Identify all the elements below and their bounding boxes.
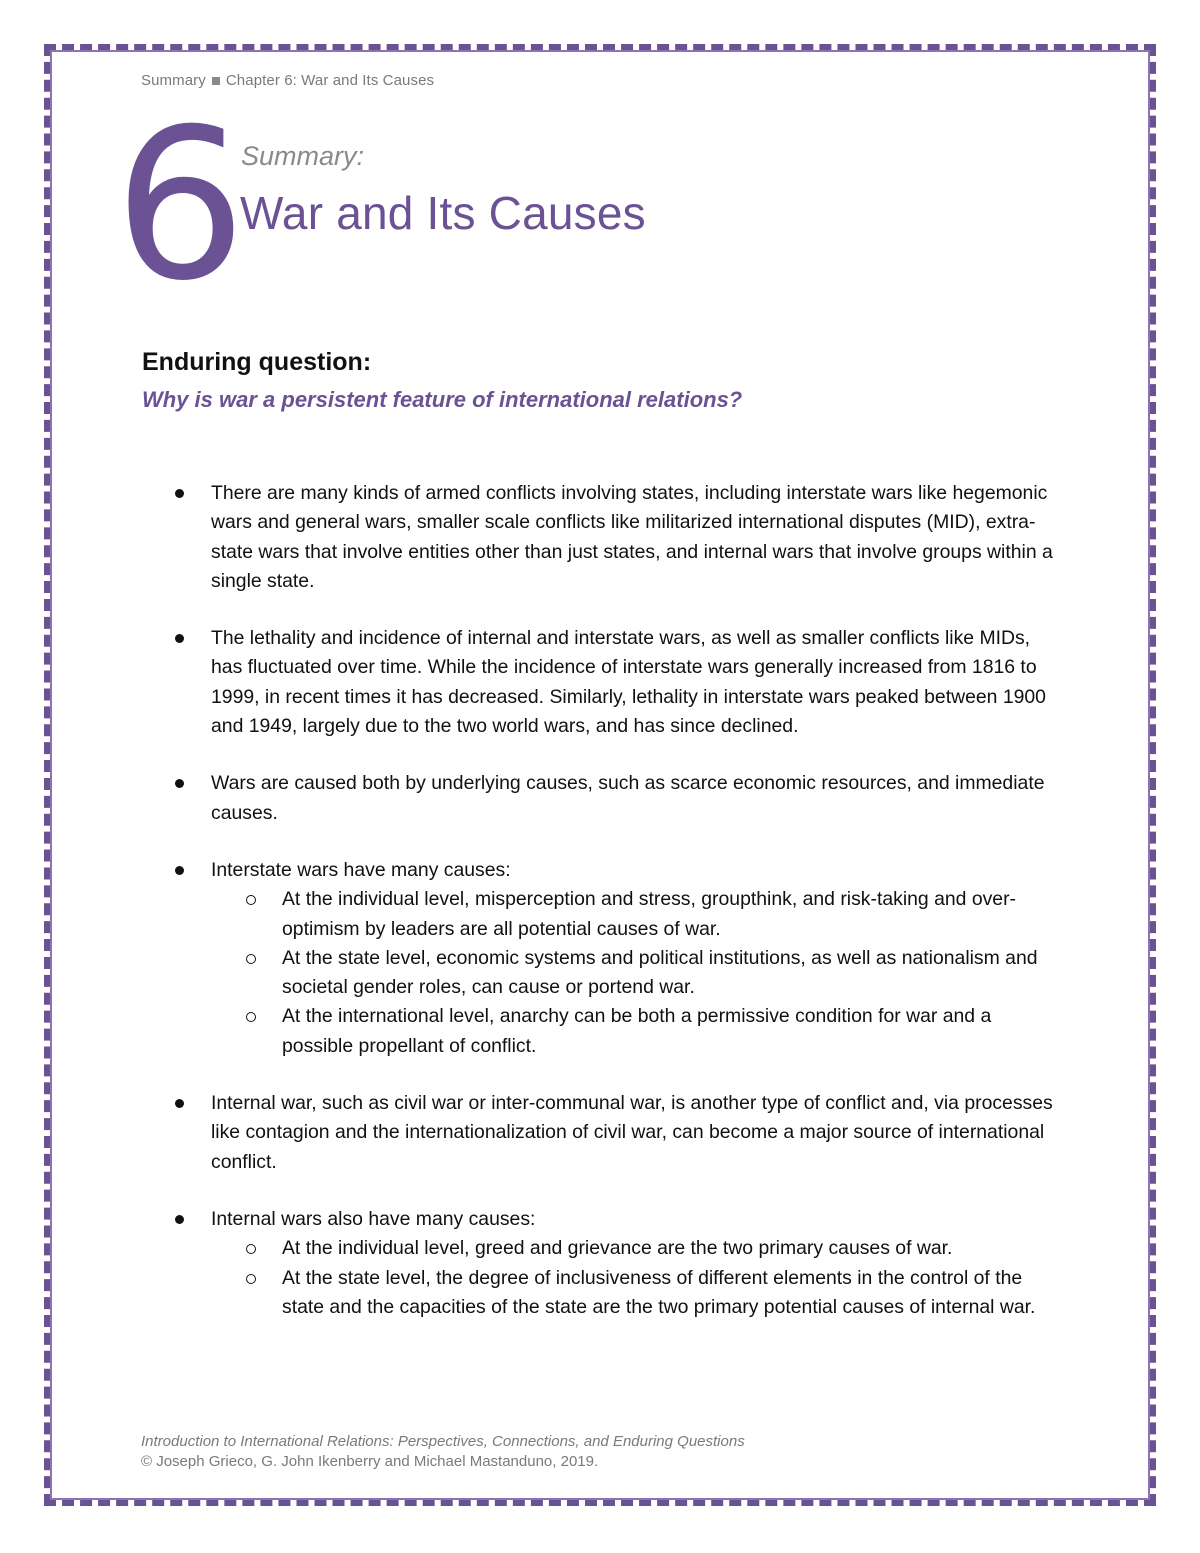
summary-point-text: Internal wars also have many causes: bbox=[211, 1207, 536, 1230]
summary-point bbox=[141, 479, 1066, 596]
sub-point: At the state level, economic systems and political institutions, as well as nationalism and societal gender roles, can cause or portend war. bbox=[211, 944, 1066, 1003]
chapter-title: War and Its Causes bbox=[240, 187, 646, 239]
square-bullet-icon bbox=[212, 77, 220, 85]
summary-point bbox=[141, 1205, 1066, 1322]
running-head-section: Summary bbox=[141, 72, 206, 89]
summary-point bbox=[141, 624, 1066, 741]
running-head-chapter: Chapter 6: War and Its Causes bbox=[225, 72, 435, 89]
chapter-number: 6 bbox=[114, 85, 243, 327]
page-footer bbox=[141, 1432, 745, 1472]
summary-point-text: Interstate wars have many causes: bbox=[211, 858, 511, 881]
sub-points bbox=[211, 1234, 1066, 1322]
summary-point-text: The lethality and incidence of internal and interstate wars, as well as smaller conflicts like MIDs, has fluctuated over time. While the incidence of interstate wars generally increased from 1816 to 1999, in recent times it has decreased. Similarly, lethality in interstate wars peaked between 1900 and 1949, largely due to the two world wars, and has since declined. bbox=[211, 627, 1046, 738]
summary-point-text: Wars are caused both by underlying causes, such as scarce economic resources, and immediate causes. bbox=[211, 772, 1045, 824]
enduring-question-heading: Enduring question: bbox=[142, 348, 372, 376]
sub-point: At the individual level, greed and grievance are the two primary causes of war. bbox=[211, 1234, 1066, 1263]
summary-points bbox=[141, 479, 1066, 1350]
summary-point-text: There are many kinds of armed conflicts involving states, including interstate wars like hegemonic wars and general wars, smaller scale conflicts like militarized international disputes (MID), extra-state wars that involve entities other than just states, and internal wars that involve groups within a single state. bbox=[211, 482, 1053, 592]
summary-label: Summary: bbox=[241, 141, 365, 171]
sub-points bbox=[211, 885, 1066, 1061]
footer-copyright: © Joseph Grieco, G. John Ikenberry and Michael Mastanduno, 2019. bbox=[141, 1453, 599, 1470]
summary-point bbox=[141, 856, 1066, 1061]
footer-book-title: Introduction to International Relations: Perspectives, Connections, and Enduring Questions bbox=[141, 1433, 745, 1450]
sub-point: At the state level, the degree of inclusiveness of different elements in the control of the state and the capacities of the state are the two primary potential causes of internal war. bbox=[211, 1264, 1066, 1323]
summary-point-text: Internal war, such as civil war or inter-communal war, is another type of conflict and, via processes like contagion and the internationalization of civil war, can become a major source of international conflict. bbox=[211, 1092, 1053, 1173]
sub-point: At the international level, anarchy can be both a permissive condition for war and a possible propellant of conflict. bbox=[211, 1002, 1066, 1061]
summary-point bbox=[141, 769, 1066, 828]
summary-point bbox=[141, 1089, 1066, 1177]
enduring-question-text: Why is war a persistent feature of international relations? bbox=[142, 387, 743, 412]
sub-point: At the individual level, misperception and stress, groupthink, and risk-taking and over-optimism by leaders are all potential causes of war. bbox=[211, 885, 1066, 944]
